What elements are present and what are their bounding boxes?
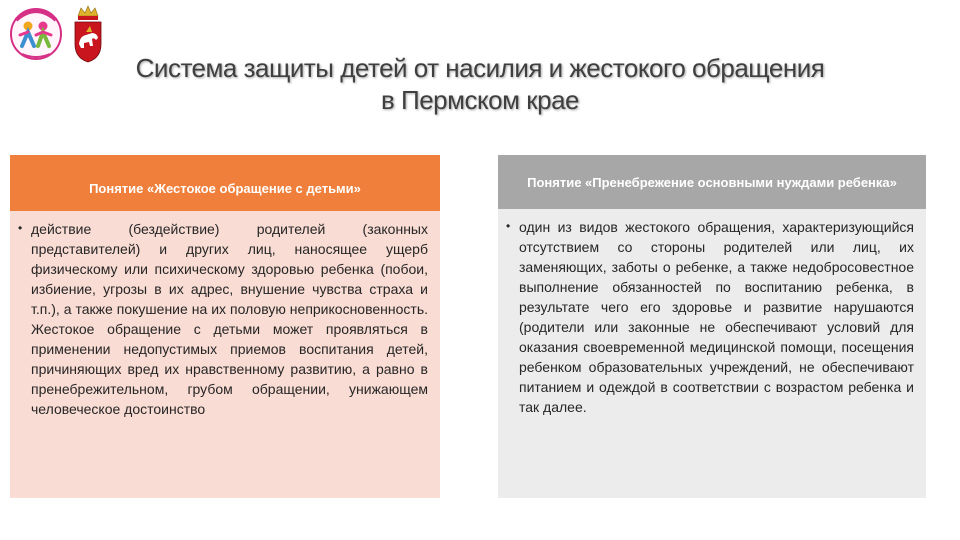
card-cruel-treatment-text: действие (бездействие) родителей (законных представителей) и других лиц, наносящее ущерб физическому или психическому здоровью ребенка (побои, избиение, угрозы в их адрес, внушение чувства страха и т.п.), а также покушение на их половую неприкосновенность. Жестокое обращение с детьми может проявляться в применении недопустимых приемов воспитания детей, причиняющих вред их нравственному развитию, а равно в пренебрежительном, грубом обращении, унижающем человеческое достоинство [31,221,428,417]
children-figures-logo [8,2,64,66]
card-neglect-text: один из видов жестокого обращения, характеризующийся отсутствием со стороны родителей или лиц, их заменяющих, заботы о ребенке, а также недобросовестное выполнение обязанностей по воспитанию ребенка, в результате чего его здоровье и развитие нарушаются (родители или законные не обеспечивают условий для оказания своевременной медицинской помощи, посещения ребенком образовательных учреждений, не обеспечивают питанием и одеждой в соответствии с возрастом ребенка и так далее. [519,219,914,415]
page-title-line-2: в Пермском крае [381,85,579,115]
page-title-line-1: Система защиты детей от насилия и жестокого обращения [135,53,825,83]
card-cruel-treatment [10,155,440,498]
card-neglect-body [498,209,926,417]
page-title [80,52,880,116]
card-cruel-treatment-heading: Понятие «Жестокое обращение с детьми» [10,155,440,211]
bullet-marker: • [506,219,511,233]
bullet-marker: • [18,221,23,235]
card-neglect [498,155,926,498]
card-neglect-heading: Понятие «Пренебрежение основными нуждами ребенка» [498,155,926,209]
card-cruel-treatment-body [10,211,440,419]
